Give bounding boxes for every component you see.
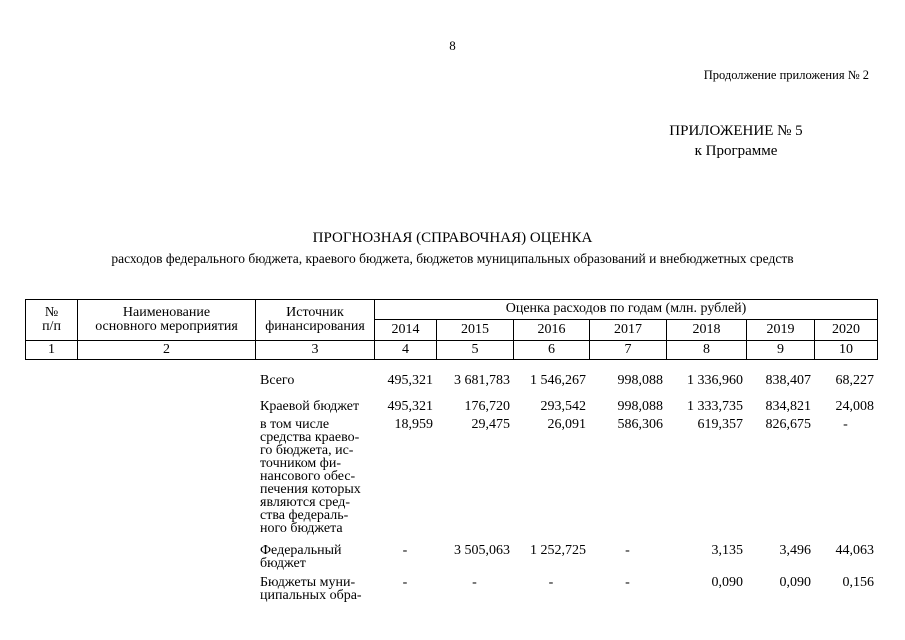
header-year: 2014 — [375, 319, 437, 340]
table-cell: 3 681,783 — [454, 373, 510, 388]
table-cell: 293,542 — [540, 399, 586, 414]
column-number: 10 — [815, 341, 878, 360]
row-source — [255, 544, 374, 576]
source-line: бюджет — [260, 556, 306, 571]
header-year: 2018 — [667, 319, 747, 340]
table-cell: - — [472, 575, 477, 590]
table-cell: - — [625, 543, 630, 558]
header-event — [78, 300, 256, 341]
table-cell: - — [402, 575, 408, 590]
table-cell: 1 336,960 — [687, 373, 743, 388]
row-source — [255, 576, 374, 606]
column-number: 9 — [747, 341, 815, 360]
source-line: Федеральный — [260, 543, 342, 558]
source-line: ного бюджета — [260, 521, 343, 536]
table-cell: 44,063 — [835, 543, 874, 558]
source-line: средства краево- — [260, 430, 360, 445]
table-cell: 3 505,063 — [454, 543, 510, 558]
column-number: 5 — [437, 341, 514, 360]
source-line: Всего — [260, 373, 295, 388]
table-cell: 176,720 — [464, 399, 510, 414]
table-cell: 29,475 — [471, 417, 510, 432]
table-cell: 0,156 — [842, 575, 874, 590]
source-line: точником фи- — [260, 456, 342, 471]
table-cell: 495,321 — [387, 373, 433, 388]
header-number — [26, 300, 78, 341]
row-source — [255, 418, 374, 544]
source-line: в том числе — [260, 417, 330, 432]
table-cell: - — [402, 543, 408, 558]
table-cell: 26,091 — [547, 417, 586, 432]
appendix-title: ПРИЛОЖЕНИЕ № 5 — [669, 123, 803, 139]
column-number: 4 — [375, 341, 437, 360]
table-cell: 586,306 — [617, 417, 663, 432]
source-line: Краевой бюджет — [260, 399, 360, 414]
table-header — [25, 299, 878, 360]
table-cell: 495,321 — [387, 399, 433, 414]
source-line: ципальных обра- — [260, 588, 362, 603]
source-line: ства федераль- — [260, 508, 349, 523]
table-cell: - — [625, 575, 630, 590]
column-number: 3 — [256, 341, 375, 360]
header-year: 2017 — [590, 319, 667, 340]
table-row — [25, 576, 877, 606]
table-body — [25, 368, 877, 606]
document-title: ПРОГНОЗНАЯ (СПРАВОЧНАЯ) ОЦЕНКА — [312, 230, 593, 246]
header-year: 2015 — [437, 319, 514, 340]
table-cell: - — [548, 575, 554, 590]
header-estimate: Оценка расходов по годам (млн. рублей) — [375, 300, 878, 320]
header-event-line2: основного мероприятия — [95, 319, 238, 334]
appendix-subtitle: к Программе — [694, 143, 778, 159]
table-cell: 0,090 — [711, 575, 743, 590]
source-line: Бюджеты муни- — [260, 575, 356, 590]
header-number-line1: № — [44, 305, 59, 320]
row-source — [255, 368, 374, 397]
table-cell: 998,088 — [617, 373, 663, 388]
table-cell: 838,407 — [765, 373, 811, 388]
header-number-line2: п/п — [42, 319, 61, 334]
header-year: 2016 — [514, 319, 590, 340]
table-cell: 826,675 — [765, 417, 811, 432]
table-cell: 0,090 — [779, 575, 811, 590]
table-cell: 834,821 — [765, 399, 811, 414]
column-number: 1 — [26, 341, 78, 360]
appendix-heading — [636, 121, 836, 161]
header-source-line1: Источник — [286, 305, 344, 320]
table-cell: 68,227 — [835, 373, 874, 388]
header-year: 2020 — [815, 319, 878, 340]
table-cell: 1 546,267 — [530, 373, 586, 388]
continuation-note: Продолжение приложения № 2 — [703, 68, 869, 82]
table-cell: 998,088 — [617, 399, 663, 414]
column-number: 7 — [590, 341, 667, 360]
table-cell: 619,357 — [697, 417, 743, 432]
header-source — [256, 300, 375, 341]
table-cell: 24,008 — [835, 399, 874, 414]
row-source — [255, 397, 374, 418]
column-number-row — [26, 341, 878, 360]
table-cell: 3,135 — [711, 543, 743, 558]
source-line: го бюджета, ис- — [260, 443, 354, 458]
header-year: 2019 — [747, 319, 815, 340]
source-line: являются сред- — [260, 495, 351, 510]
table-cell: - — [843, 417, 848, 432]
table-row — [25, 544, 877, 576]
header-event-line1: Наименование — [122, 305, 211, 320]
table-cell: 1 252,725 — [530, 543, 586, 558]
table-cell: 1 333,735 — [687, 399, 743, 414]
table-cell: 3,496 — [779, 543, 811, 558]
source-line: нансового обес- — [260, 469, 356, 484]
table-row — [25, 418, 877, 544]
table-cell: 18,959 — [394, 417, 433, 432]
table-row — [25, 368, 877, 397]
column-number: 8 — [667, 341, 747, 360]
document-subtitle: расходов федерального бюджета, краевого бюджета, бюджетов муниципальных образований и внебюджетных средств — [111, 251, 794, 266]
source-line: печения которых — [260, 482, 361, 497]
table-row — [25, 397, 877, 418]
page-number: 8 — [449, 38, 456, 53]
column-number: 2 — [78, 341, 256, 360]
column-number: 6 — [514, 341, 590, 360]
header-source-line2: финансирования — [265, 319, 365, 334]
